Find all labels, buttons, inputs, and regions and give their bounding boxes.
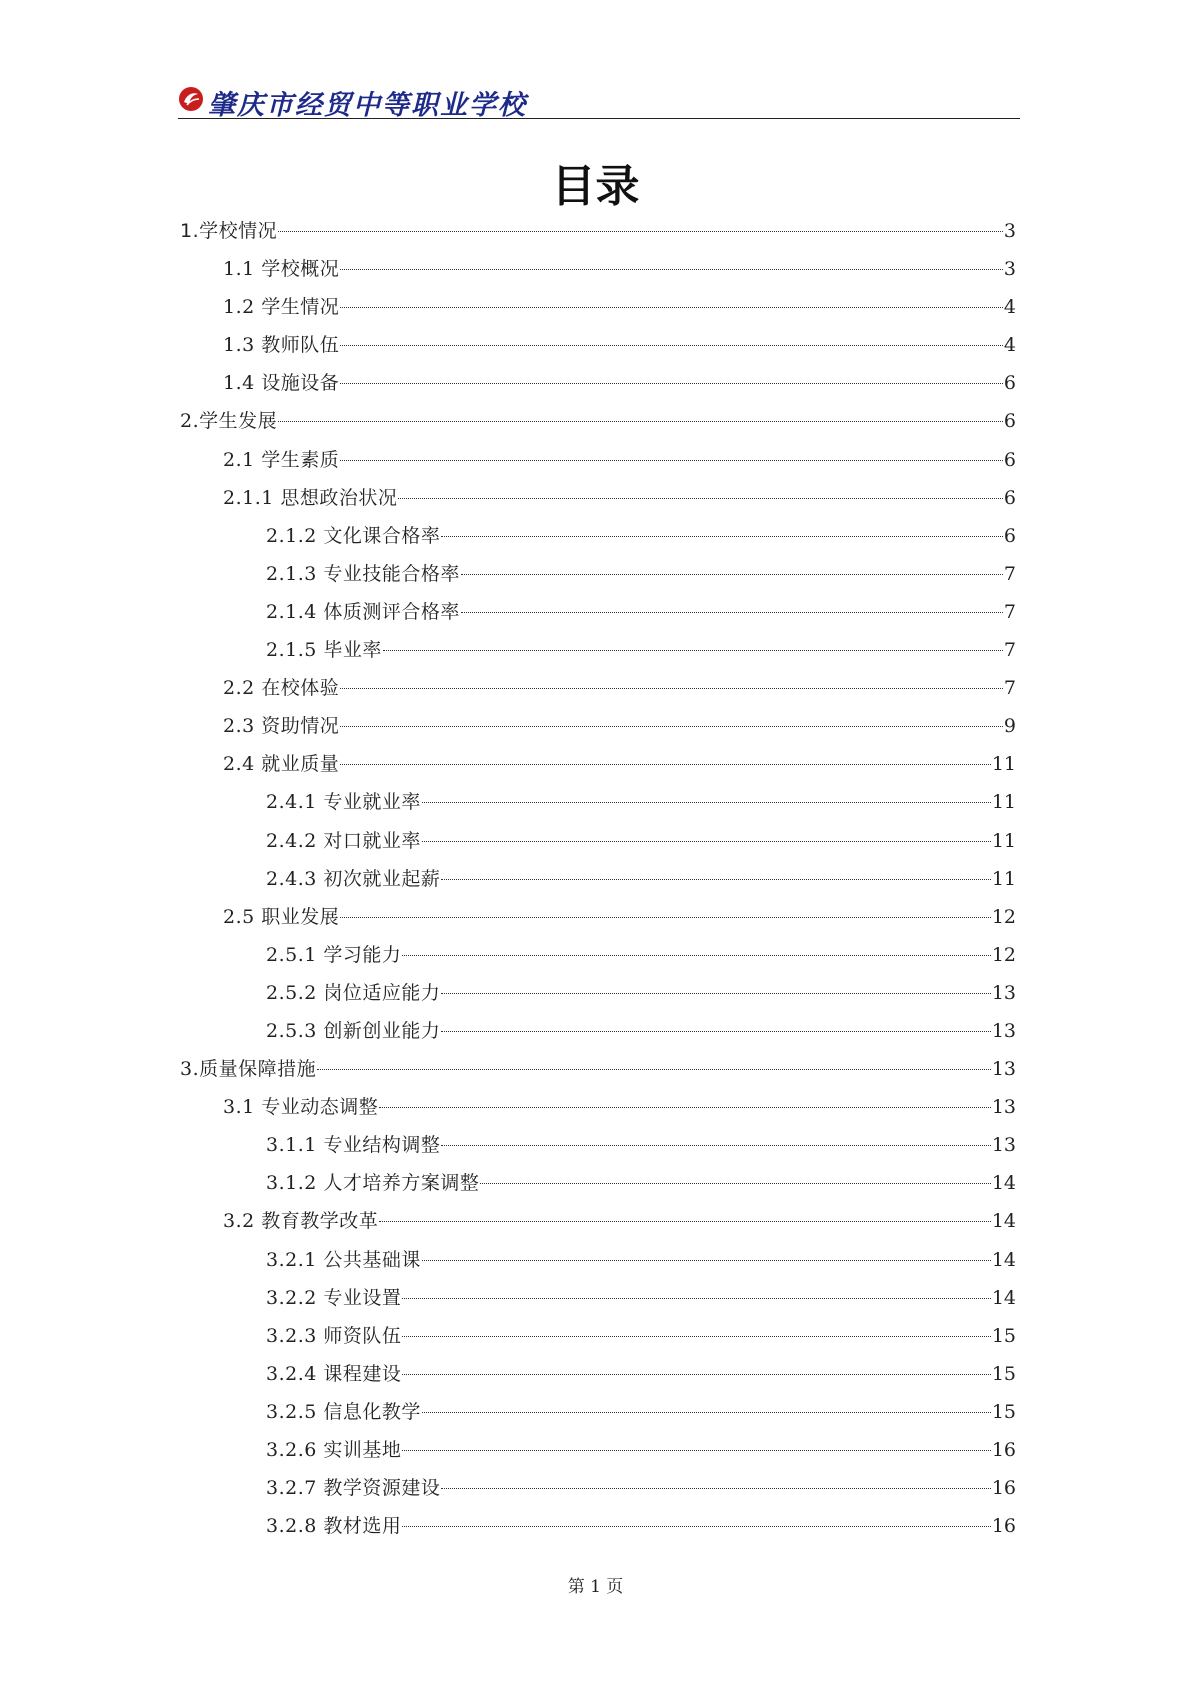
toc-entry-label: 2.4.1 专业就业率: [266, 791, 421, 814]
toc-entry[interactable]: [180, 1050, 1016, 1088]
toc-leader-dots: [441, 879, 990, 880]
toc-entry-label: 2.5.2 岗位适应能力: [266, 981, 441, 1004]
toc-leader-dots: [441, 536, 1003, 537]
toc-entry-page: 3: [1003, 258, 1016, 281]
toc-entry[interactable]: [180, 898, 1016, 936]
toc-leader-dots: [340, 764, 991, 765]
toc-entry[interactable]: [180, 1126, 1016, 1164]
toc-entry-page: 14: [991, 1248, 1016, 1271]
toc-entry-label: 2.1.2 文化课合格率: [266, 524, 441, 547]
toc-leader-dots: [379, 1107, 991, 1108]
toc-entry[interactable]: [180, 745, 1016, 783]
toc-leader-dots: [278, 421, 1003, 422]
toc-entry[interactable]: [180, 1317, 1016, 1355]
school-logo-icon: [178, 86, 204, 112]
page-number: 第 1 页: [567, 1577, 624, 1597]
toc-entry-label: 2.4.2 对口就业率: [266, 829, 421, 852]
toc-leader-dots: [402, 1374, 990, 1375]
toc-entry[interactable]: [180, 288, 1016, 326]
toc-entry[interactable]: [180, 974, 1016, 1012]
toc-entry[interactable]: [180, 1088, 1016, 1126]
toc-entry-page: 13: [991, 1096, 1016, 1119]
toc-leader-dots: [441, 1031, 990, 1032]
toc-entry[interactable]: [180, 593, 1016, 631]
toc-entry-label: 1.3 教师队伍: [223, 334, 340, 357]
toc-leader-dots: [379, 1221, 991, 1222]
toc-leader-dots: [340, 917, 991, 918]
toc-entry-label: 3.1.2 人才培养方案调整: [266, 1172, 480, 1195]
toc-entry-page: 14: [991, 1210, 1016, 1233]
toc-leader-dots: [340, 383, 1003, 384]
toc-entry-label: 3.1.1 专业结构调整: [266, 1134, 441, 1157]
toc-entry-label: 3.1 专业动态调整: [223, 1096, 379, 1119]
toc-entry-label: 2.1 学生素质: [223, 448, 340, 471]
toc-entry-label: 2.5.1 学习能力: [266, 943, 402, 966]
toc-entry-page: 13: [991, 1019, 1016, 1042]
toc-entry[interactable]: [180, 326, 1016, 364]
toc-entry-page: 15: [991, 1400, 1016, 1423]
toc-leader-dots: [402, 1450, 990, 1451]
toc-leader-dots: [317, 1069, 991, 1070]
toc-entry[interactable]: [180, 669, 1016, 707]
toc-leader-dots: [441, 1488, 990, 1489]
toc-entry-label: 2.2 在校体验: [223, 677, 340, 700]
toc-entry[interactable]: [180, 402, 1016, 440]
toc-entry-page: 9: [1003, 715, 1016, 738]
toc-entry-label: 3.2.7 教学资源建设: [266, 1477, 441, 1500]
toc-entry-label: 3.2.1 公共基础课: [266, 1248, 421, 1271]
toc-leader-dots: [278, 231, 1003, 232]
toc-entry[interactable]: [180, 250, 1016, 288]
toc-entry[interactable]: [180, 479, 1016, 517]
toc-entry-page: 11: [991, 867, 1016, 890]
school-name: 肇庆市经贸中等职业学校: [208, 90, 527, 121]
toc-entry-label: 2.4.3 初次就业起薪: [266, 867, 441, 890]
toc-entry-page: 3: [1003, 220, 1016, 242]
toc-entry[interactable]: [180, 860, 1016, 898]
toc-entry-page: 14: [991, 1286, 1016, 1309]
page-header: [178, 82, 1020, 119]
page-title: 目录: [551, 161, 640, 212]
toc-entry-label: 1.4 设施设备: [223, 372, 340, 395]
toc-entry[interactable]: [180, 517, 1016, 555]
toc-entry[interactable]: [180, 631, 1016, 669]
toc-entry-label: 3.2.8 教材选用: [266, 1515, 402, 1538]
table-of-contents: [180, 212, 1016, 1545]
toc-entry-page: 11: [991, 753, 1016, 776]
toc-entry-page: 13: [991, 1134, 1016, 1157]
toc-entry-page: 7: [1003, 677, 1016, 700]
toc-entry[interactable]: [180, 441, 1016, 479]
toc-entry-page: 16: [991, 1515, 1016, 1538]
toc-entry-label: 2.1.3 专业技能合格率: [266, 562, 460, 585]
toc-entry-label: 2.1.5 毕业率: [266, 639, 382, 662]
toc-entry-label: 2.5.3 创新创业能力: [266, 1019, 441, 1042]
toc-entry[interactable]: [180, 1202, 1016, 1240]
toc-entry-label: 3.2 教育教学改革: [223, 1210, 379, 1233]
toc-leader-dots: [422, 1412, 991, 1413]
toc-entry-page: 6: [1003, 448, 1016, 471]
toc-leader-dots: [340, 269, 1003, 270]
toc-entry[interactable]: [180, 212, 1016, 250]
toc-entry[interactable]: [180, 555, 1016, 593]
toc-entry[interactable]: [180, 364, 1016, 402]
toc-entry[interactable]: [180, 1469, 1016, 1507]
toc-leader-dots: [402, 1336, 990, 1337]
toc-entry-page: 12: [991, 943, 1016, 966]
toc-entry[interactable]: [180, 936, 1016, 974]
toc-entry[interactable]: [180, 707, 1016, 745]
toc-leader-dots: [422, 802, 991, 803]
toc-entry-label: 1.1 学校概况: [223, 258, 340, 281]
toc-leader-dots: [402, 1526, 990, 1527]
toc-entry-label: 3.质量保障措施: [180, 1058, 317, 1081]
toc-entry-page: 11: [991, 829, 1016, 852]
toc-leader-dots: [398, 498, 1003, 499]
toc-entry-page: 13: [991, 981, 1016, 1004]
toc-entry[interactable]: [180, 1012, 1016, 1050]
toc-entry[interactable]: [180, 822, 1016, 860]
toc-leader-dots: [383, 650, 1003, 651]
toc-leader-dots: [402, 1298, 990, 1299]
toc-leader-dots: [461, 574, 1003, 575]
toc-entry-label: 2.4 就业质量: [223, 753, 340, 776]
toc-leader-dots: [340, 307, 1003, 308]
toc-entry-page: 11: [991, 791, 1016, 814]
toc-entry-label: 3.2.4 课程建设: [266, 1362, 402, 1385]
toc-leader-dots: [480, 1183, 990, 1184]
toc-leader-dots: [422, 841, 991, 842]
toc-entry-page: 6: [1003, 410, 1016, 433]
toc-entry-page: 12: [991, 905, 1016, 928]
toc-entry-page: 15: [991, 1324, 1016, 1347]
toc-entry-page: 6: [1003, 486, 1016, 509]
toc-entry-page: 7: [1003, 562, 1016, 585]
toc-entry-page: 15: [991, 1362, 1016, 1385]
toc-entry[interactable]: [180, 1507, 1016, 1545]
toc-entry[interactable]: [180, 1164, 1016, 1202]
toc-entry[interactable]: [180, 1355, 1016, 1393]
toc-leader-dots: [461, 612, 1003, 613]
toc-entry-page: 7: [1003, 600, 1016, 623]
toc-entry-page: 4: [1003, 334, 1016, 357]
toc-entry-label: 3.2.2 专业设置: [266, 1286, 402, 1309]
toc-entry-label: 3.2.3 师资队伍: [266, 1324, 402, 1347]
toc-entry[interactable]: [180, 1393, 1016, 1431]
toc-leader-dots: [402, 955, 990, 956]
toc-leader-dots: [441, 993, 990, 994]
toc-leader-dots: [340, 726, 1003, 727]
toc-entry-page: 16: [991, 1439, 1016, 1461]
toc-entry-page: 6: [1003, 372, 1016, 395]
toc-leader-dots: [441, 1145, 990, 1146]
toc-entry-label: 1.2 学生情况: [223, 296, 340, 319]
toc-entry-label: 2.1.4 体质测评合格率: [266, 600, 460, 623]
toc-entry-page: 7: [1003, 639, 1016, 662]
toc-leader-dots: [340, 688, 1003, 689]
toc-entry[interactable]: [180, 1241, 1016, 1279]
toc-leader-dots: [422, 1260, 991, 1261]
toc-entry-label: 1.学校情况: [180, 220, 278, 242]
toc-entry-page: 16: [991, 1477, 1016, 1500]
toc-entry-page: 4: [1003, 296, 1016, 319]
toc-entry-label: 2.5 职业发展: [223, 905, 340, 928]
toc-entry-label: 2.1.1 思想政治状况: [223, 486, 398, 509]
toc-entry[interactable]: [180, 1279, 1016, 1317]
toc-entry[interactable]: [180, 1431, 1016, 1469]
toc-entry-label: 2.学生发展: [180, 410, 278, 433]
toc-leader-dots: [340, 460, 1003, 461]
toc-entry[interactable]: [180, 783, 1016, 821]
toc-entry-label: 2.3 资助情况: [223, 715, 340, 738]
toc-entry-page: 14: [991, 1172, 1016, 1195]
toc-entry-label: 3.2.5 信息化教学: [266, 1400, 421, 1423]
toc-entry-page: 13: [991, 1058, 1016, 1081]
toc-entry-label: 3.2.6 实训基地: [266, 1439, 402, 1461]
toc-leader-dots: [340, 345, 1003, 346]
toc-entry-page: 6: [1003, 524, 1016, 547]
